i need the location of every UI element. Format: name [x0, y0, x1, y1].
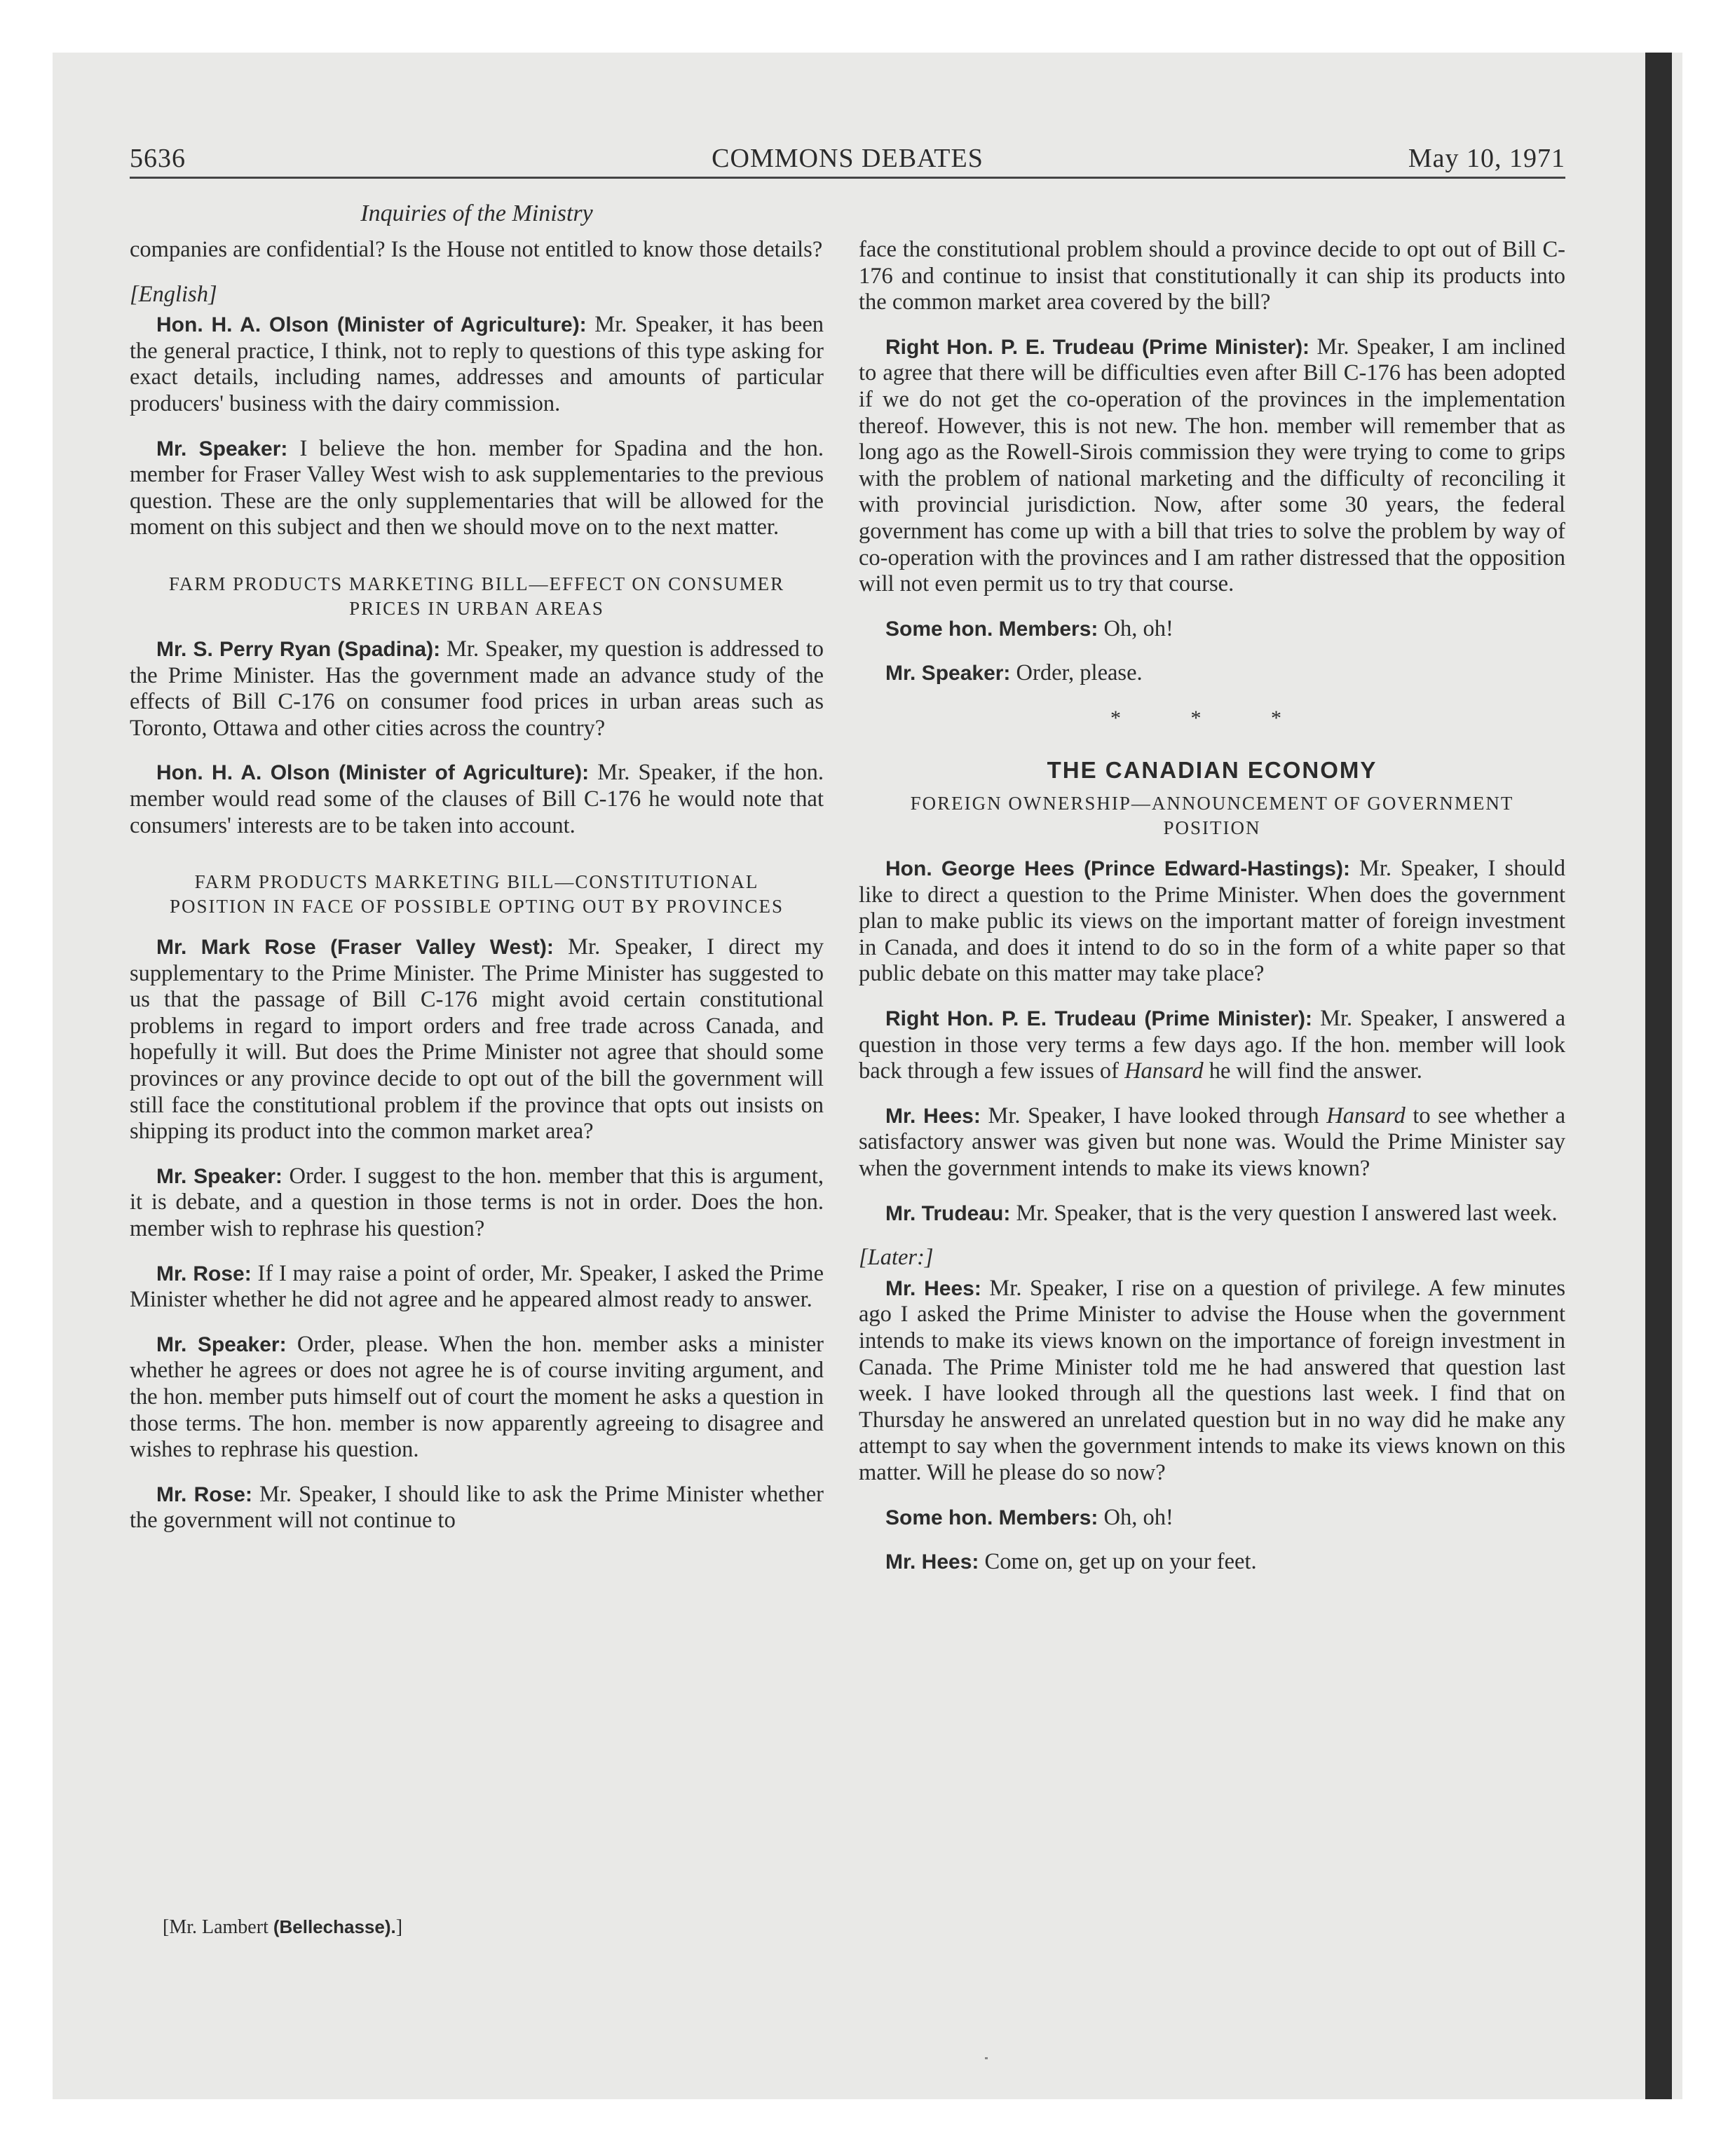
speaker-name: Hon. George Hees (Prince Edward-Hastings):: [885, 857, 1350, 881]
speaker-name: Hon. H. A. Olson (Minister of Agriculture):: [156, 313, 587, 337]
issue-date: May 10, 1971: [1408, 144, 1565, 173]
speech-text: he will find the answer.: [1209, 1058, 1422, 1084]
speaker-name: Mr. Speaker:: [156, 1164, 283, 1188]
speech-text: I believe the hon. member for Spadina and the hon. member for Fraser Valley West wish to ask supplementaries to the previous question. These are the only supplementaries that will be allowed for the moment on this subject and then we should move on to the next matter.: [130, 435, 824, 540]
speaker-name: Some hon. Members:: [885, 1506, 1098, 1529]
paragraph: [859, 1201, 1565, 1227]
speaker-name: Mr. S. Perry Ryan (Spadina):: [156, 637, 441, 661]
language-marker: [English]: [130, 281, 217, 307]
speech-text: Come on, get up on your feet.: [984, 1549, 1257, 1575]
running-subheader: Inquiries of the Ministry: [360, 200, 593, 226]
speaker-name: Right Hon. P. E. Trudeau (Prime Minister):: [885, 1007, 1313, 1031]
scan-speck: [985, 2057, 988, 2059]
speaker-name: Mr. Hees:: [885, 1104, 981, 1128]
paragraph: [130, 1332, 824, 1464]
speech-text: Oh, oh!: [1103, 615, 1173, 641]
paragraph: [859, 334, 1565, 598]
page-header: [130, 140, 1565, 179]
paragraph: [859, 1006, 1565, 1085]
speaker-name: Hon. H. A. Olson (Minister of Agriculture):: [156, 761, 590, 785]
speech-text: Mr. Speaker, I answered a question in those very terms a few days ago. If the hon. member will look back through a few issues of: [859, 1006, 1566, 1084]
speech-text: Mr. Speaker, I should like to direct a question to the Prime Minister. When does the government plan to make public its views on the important matter of foreign investment in Canada, and does it intend to do so in the form of a white paper so that public debate on this matter may take place?: [859, 856, 1565, 987]
speech-text: Mr. Speaker, if the hon. member would read some of the clauses of Bill C-176 he would note that consumers' interests are to be taken into account.: [130, 760, 824, 838]
page-number: 5636: [130, 144, 186, 173]
paragraph: [130, 312, 824, 417]
paragraph: companies are confidential? Is the House not entitled to know those details?: [130, 237, 823, 262]
speaker-name: Mr. Rose:: [156, 1262, 252, 1285]
speech-text: Order. I suggest to the hon. member that this is argument, it is debate, and a question in those terms is not in order. Does the hon. member wish to rephrase his question?: [130, 1163, 824, 1242]
speech-text: Mr. Speaker, I should like to ask the Prime Minister whether the government will not continue to: [130, 1481, 824, 1534]
speaker-name: Mr. Hees:: [885, 1550, 979, 1574]
speaker-name: Some hon. Members:: [885, 617, 1098, 641]
paragraph: [859, 616, 1565, 643]
speaker-footnote: [Mr. Lambert (Bellechasse).]: [163, 1916, 403, 1938]
paragraph: [130, 1261, 824, 1314]
speaker-name: Mr. Mark Rose (Fraser Valley West):: [156, 936, 554, 960]
binding-edge: [1645, 53, 1672, 2099]
paragraph: [130, 636, 824, 742]
paragraph: [859, 1505, 1565, 1531]
speech-text: Mr. Speaker, I direct my supplementary to the Prime Minister. The Prime Minister has suggested to us that the passage of Bill C-176 might avoid certain constitutional problems in regard to import orders and free trade across Canada, and hopefully it will. But does the Prime Minister not agree that should some provinces or any province decide to opt out of the bill the government will still face the constitutional problem if the province that opts out insists on shipping its product into the common market area?: [130, 934, 824, 1145]
speaker-name: Right Hon. P. E. Trudeau (Prime Minister):: [885, 335, 1310, 359]
publication-title: COMMONS DEBATES: [712, 144, 984, 173]
section-heading: FARM PRODUCTS MARKETING BILL—CONSTITUTIONAL POSITION IN FACE OF POSSIBLE OPTING OUT BY PROVINCES: [169, 871, 784, 917]
paragraph: [859, 660, 1565, 687]
speaker-name: Mr. Trudeau:: [885, 1201, 1011, 1225]
speaker-name: Mr. Hees:: [885, 1276, 981, 1300]
paragraph: [130, 1482, 824, 1534]
speech-text: Mr. Speaker, I am inclined to agree that there will be difficulties even after Bill C-176 has been adopted if we do not get the co-operation of the provinces in the implementation thereof. However, this is not new. The hon. member will remember that as long ago as the Rowell-Sirois commission they were trying to come to grips with the problem of national marketing and the difficulty of reconciling it with provincial jurisdiction. Now, after some 30 years, the federal government has come up with a bill that tries to solve the problem by way of co-operation with the provinces and I am rather distressed that the opposition will not even permit us to try that course.: [859, 334, 1566, 597]
paragraph: face the constitutional problem should a province decide to opt out of Bill C-176 and continue to insist that constitutionally it can ship its products into the common market area covered by the bill?: [859, 237, 1565, 315]
speech-text: Mr. Speaker, it has been the general practice, I think, not to reply to questions of this type asking for exact details, including names, addresses and amounts of particular producers' business with the dairy commission.: [130, 312, 824, 416]
paragraph: [130, 436, 824, 541]
italic-title: Hansard: [1326, 1103, 1406, 1128]
speech-text: Oh, oh!: [1103, 1504, 1173, 1530]
speech-text: Mr. Speaker, my question is addressed to the Prime Minister. Has the government made an advance study of the effects of Bill C-176 on consumer food prices in urban areas such as Toronto, Ottawa and other cities across the country?: [130, 636, 824, 741]
right-column: [859, 237, 1565, 1594]
speaker-name: Mr. Speaker:: [156, 1332, 287, 1356]
paragraph: [130, 1164, 824, 1243]
paragraph: [130, 934, 824, 1145]
speech-text: Order, please.: [1016, 660, 1143, 686]
speech-text: Order, please. When the hon. member asks a minister whether he agrees or does not agree he is of course inviting argument, and the hon. member puts himself out of court the moment he asks a question in those terms. The hon. member is now apparently agreeing to disagree and wishes to rephrase his question.: [130, 1331, 824, 1463]
speech-text: to see whether a satisfactory answer was given but none was. Would the Prime Minister say when the government intends to make its views known?: [859, 1103, 1566, 1182]
speaker-name: Mr. Rose:: [156, 1482, 252, 1506]
paragraph: [130, 760, 824, 839]
main-heading: THE CANADIAN ECONOMY: [1047, 756, 1377, 783]
speech-text: If I may raise a point of order, Mr. Speaker, I asked the Prime Minister whether he did not agree and he appeared almost ready to answer.: [130, 1260, 824, 1313]
section-heading: FARM PRODUCTS MARKETING BILL—EFFECT ON CONSUMER PRICES IN URBAN AREAS: [168, 573, 785, 619]
speaker-name: Mr. Speaker:: [885, 662, 1011, 685]
paragraph: [859, 1103, 1565, 1182]
speech-text: Mr. Speaker, I rise on a question of privilege. A few minutes ago I asked the Prime Minister to advise the House when the government intends to make its views known on the importance of foreign investment in Canada. The Prime Minister told me he had answered that question last week. I have looked through all the questions last week. I find that on Thursday he answered an unrelated question but in no way did he make any attempt to say when the government intends to make its views known on this matter. Will he please do so now?: [859, 1275, 1566, 1485]
speech-text: Mr. Speaker, I have looked through: [988, 1103, 1319, 1128]
paragraph: [859, 1276, 1565, 1487]
paragraph: [859, 856, 1565, 988]
italic-title: Hansard: [1124, 1058, 1204, 1084]
section-separator: * * *: [1110, 706, 1314, 730]
speech-text: Mr. Speaker, that is the very question I answered last week.: [1016, 1200, 1558, 1226]
time-marker: [Later:]: [859, 1245, 934, 1271]
paragraph: [859, 1549, 1565, 1576]
left-column: [130, 237, 824, 1553]
speaker-name: Mr. Speaker:: [156, 437, 288, 460]
section-heading: FOREIGN OWNERSHIP—ANNOUNCEMENT OF GOVERNMENT POSITION: [910, 793, 1514, 839]
